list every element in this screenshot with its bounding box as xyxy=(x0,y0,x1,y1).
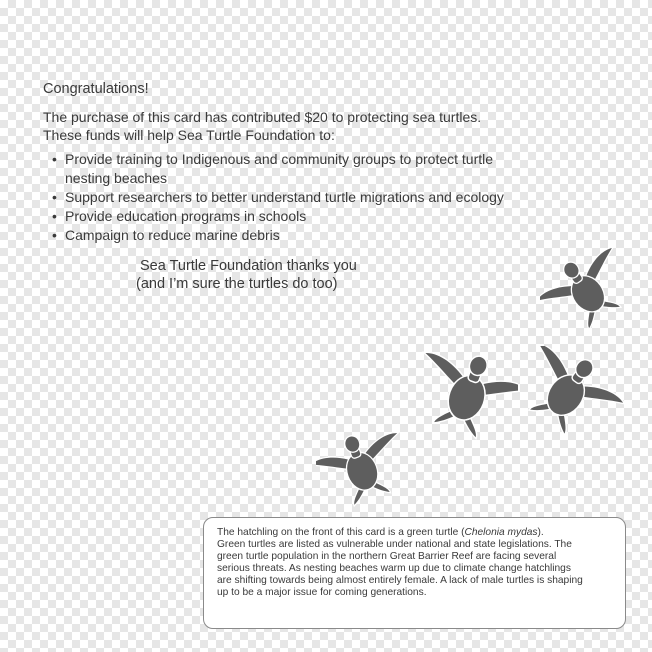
list-item xyxy=(52,226,504,245)
info-line: up to be a major issue for coming generations. xyxy=(217,587,427,599)
bullet-icon: • xyxy=(52,208,57,224)
bullet-list xyxy=(52,150,504,245)
bullet-icon: • xyxy=(52,151,57,167)
turtle-hatchling-icon xyxy=(418,344,518,444)
info-line-1: The hatchling on the front of this card is a green turtle (Chelonia mydas). xyxy=(217,527,544,538)
info-box xyxy=(203,517,626,629)
intro-text xyxy=(43,108,481,144)
bullet-text: Provide training to Indigenous and community groups to protect turtle xyxy=(65,151,494,167)
bullet-icon: • xyxy=(52,189,57,205)
bullet-text: Provide education programs in schools xyxy=(65,208,307,224)
intro-line-1: The purchase of this card has contributed $20 to protecting sea turtles. xyxy=(43,109,482,125)
bullet-text: Support researchers to better understand turtle migrations and ecology xyxy=(65,189,504,205)
info-line: are shifting towards being almost entirely female. A lack of male turtles is shaping xyxy=(217,575,583,587)
thanks-message xyxy=(136,257,357,293)
species-name: Chelonia mydas xyxy=(464,527,538,538)
list-item xyxy=(52,150,504,188)
thanks-line-1: Sea Turtle Foundation thanks you xyxy=(140,258,357,274)
list-item xyxy=(52,207,504,226)
thanks-line-2: (and I’m sure the turtles do too) xyxy=(136,276,338,292)
turtle-hatchling-icon xyxy=(540,245,632,337)
heading: Congratulations! xyxy=(43,81,149,97)
bullet-text: Campaign to reduce marine debris xyxy=(65,227,280,243)
info-line: green turtle population in the northern Great Barrier Reef are facing several xyxy=(217,551,557,563)
turtle-hatchling-icon xyxy=(316,426,406,510)
bullet-text-continued: nesting beaches xyxy=(65,170,167,186)
intro-line-2: These funds will help Sea Turtle Foundation to: xyxy=(43,127,335,143)
turtle-hatchling-icon xyxy=(510,346,626,438)
bullet-icon: • xyxy=(52,227,57,243)
info-line: serious threats. As nesting beaches warm up due to climate change hatchlings xyxy=(217,563,571,575)
list-item xyxy=(52,188,504,207)
info-line: Green turtles are listed as vulnerable under national and state legislations. The xyxy=(217,539,572,551)
